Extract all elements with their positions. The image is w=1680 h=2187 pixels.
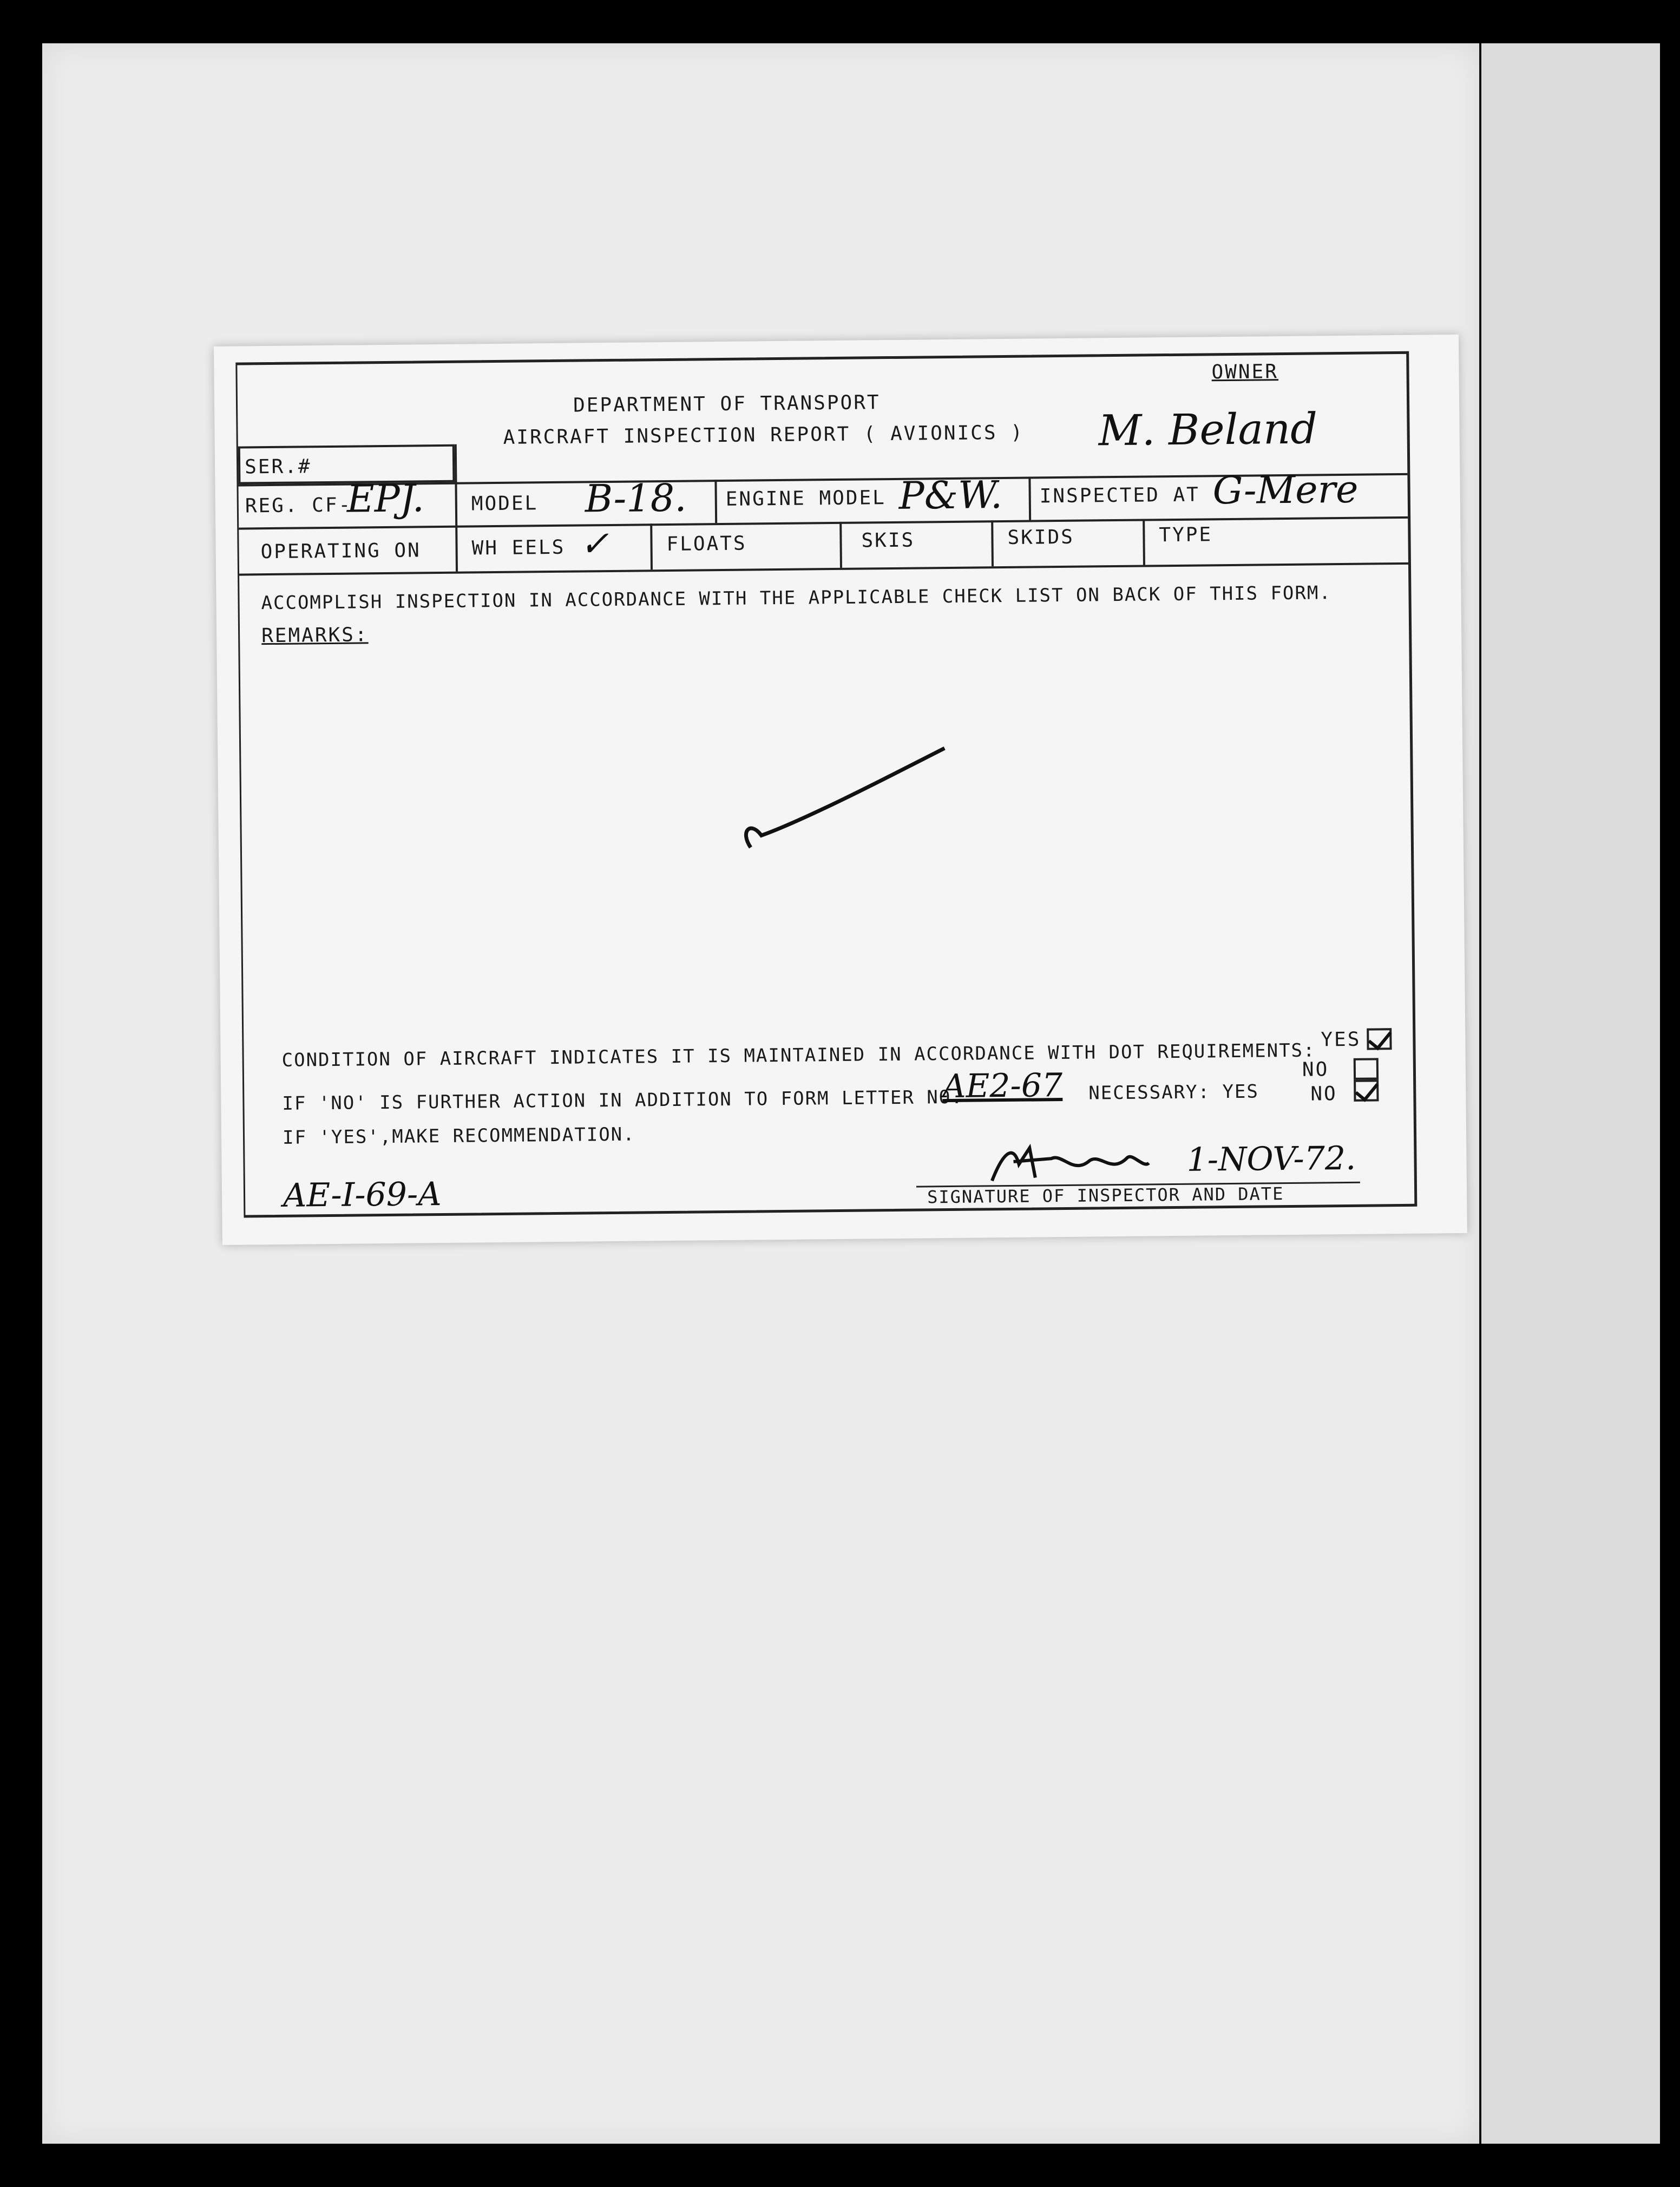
model-label: MODEL bbox=[471, 492, 539, 515]
engine-model-value: P&W. bbox=[898, 473, 1003, 518]
necessary-yes-label: NECESSARY: YES bbox=[1088, 1081, 1259, 1104]
divider bbox=[714, 480, 717, 523]
condition-yes-checkbox[interactable] bbox=[1367, 1028, 1392, 1050]
condition-no-label: NO bbox=[1302, 1058, 1329, 1081]
divider bbox=[839, 522, 842, 568]
skis-label: SKIS bbox=[861, 529, 915, 552]
further-action-text: IF 'NO' IS FURTHER ACTION IN ADDITION TO FORM LETTER NO. bbox=[282, 1086, 963, 1115]
divider bbox=[455, 444, 458, 572]
condition-no-checkbox[interactable] bbox=[1354, 1058, 1379, 1079]
action-no-checkbox[interactable] bbox=[1354, 1079, 1379, 1101]
form-letter-number: AE2-67 bbox=[942, 1066, 1063, 1106]
form-code: AE-I-69-A bbox=[283, 1175, 442, 1215]
owner-value: M. Beland bbox=[1098, 404, 1318, 456]
wheels-label: WH EELS bbox=[471, 536, 566, 560]
divider bbox=[650, 523, 653, 569]
divider bbox=[991, 520, 994, 566]
inspected-at-value: G-Mere bbox=[1212, 467, 1359, 513]
skids-label: SKIDS bbox=[1007, 526, 1075, 549]
type-label: TYPE bbox=[1159, 523, 1213, 547]
large-check-mark bbox=[728, 737, 956, 869]
signature-date: 1-NOV-72. bbox=[1186, 1139, 1356, 1179]
operating-on-label: OPERATING ON bbox=[260, 539, 421, 564]
reg-label: REG. CF- bbox=[245, 494, 352, 518]
model-value: B-18. bbox=[585, 475, 687, 521]
floats-label: FLOATS bbox=[666, 532, 747, 555]
page-edge-strip bbox=[1479, 43, 1660, 2144]
action-no-label: NO bbox=[1310, 1083, 1337, 1105]
inspection-card bbox=[214, 335, 1467, 1245]
inspected-at-label: INSPECTED AT bbox=[1039, 483, 1200, 508]
signature-label: SIGNATURE OF INSPECTOR AND DATE bbox=[927, 1183, 1284, 1208]
recommendation-text: IF 'YES',MAKE RECOMMENDATION. bbox=[282, 1123, 635, 1149]
engine-model-label: ENGINE MODEL bbox=[725, 487, 887, 510]
remarks-label: REMARKS: bbox=[261, 624, 369, 647]
instruction-text: ACCOMPLISH INSPECTION IN ACCORDANCE WITH THE APPLICABLE CHECK LIST ON BACK OF THIS FORM. bbox=[261, 582, 1332, 614]
row2-bottom-rule bbox=[239, 562, 1408, 576]
inspection-form bbox=[235, 351, 1417, 1218]
wheels-check-mark: ✓ bbox=[580, 524, 609, 565]
report-title: AIRCRAFT INSPECTION REPORT ( AVIONICS ) bbox=[503, 421, 1025, 449]
department-heading: DEPARTMENT OF TRANSPORT bbox=[573, 391, 881, 417]
condition-text: CONDITION OF AIRCRAFT INDICATES IT IS MAINTAINED IN ACCORDANCE WITH DOT REQUIREMENTS: bbox=[281, 1039, 1316, 1071]
condition-yes-label: YES bbox=[1321, 1028, 1361, 1051]
divider bbox=[1143, 519, 1145, 565]
reg-value: EPJ. bbox=[346, 476, 425, 521]
divider bbox=[1028, 477, 1031, 520]
owner-label: OWNER bbox=[1211, 361, 1279, 384]
ser-label: SER.# bbox=[244, 455, 312, 479]
